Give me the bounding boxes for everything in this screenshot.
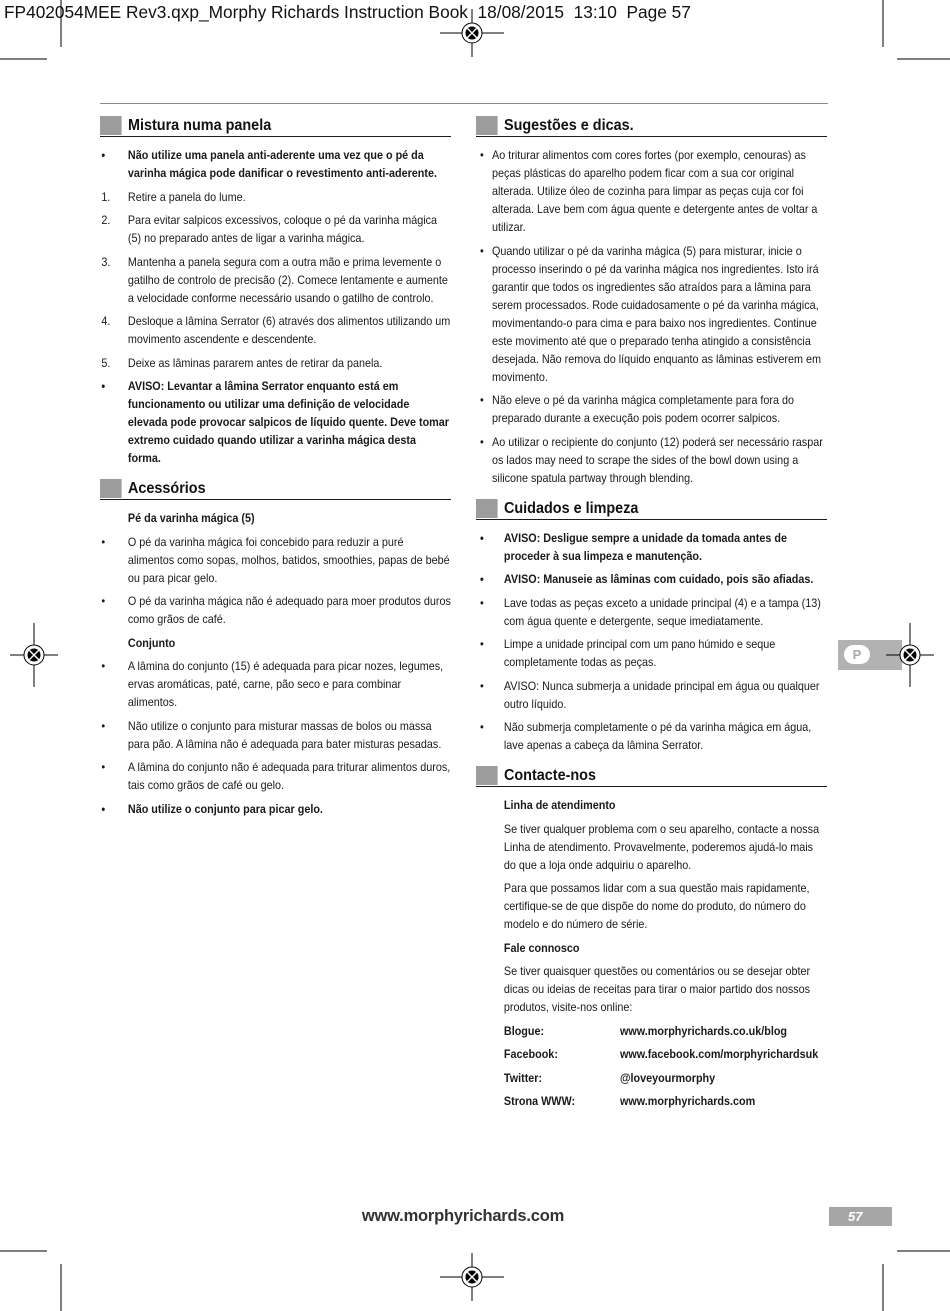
bullet-marker: • — [101, 379, 106, 393]
step-number: 5. — [101, 355, 111, 370]
bullet-marker: • — [479, 434, 484, 449]
list-item — [476, 718, 827, 754]
contact-link-value: www.facebook.com/morphyrichardsuk — [620, 1047, 819, 1061]
list-item — [100, 188, 451, 206]
list-item — [100, 657, 451, 711]
section-heading — [100, 479, 451, 500]
section-title: Mistura numa panela — [127, 117, 272, 134]
item-text: Para evitar salpicos excessivos, coloque o pé da varinha mágica (5) no preparado antes de ligar a varinha mágica. — [127, 213, 438, 245]
contact-link-value: @loveyourmorphy — [620, 1070, 716, 1085]
contact-link-label: Strona WWW: — [503, 1094, 576, 1108]
section-marker-square — [100, 479, 122, 498]
registration-mark-bottom — [440, 1253, 504, 1301]
section-title: Sugestões e dicas. — [503, 117, 634, 134]
list-item — [100, 354, 451, 372]
helpline-heading: Linha de atendimento — [503, 798, 616, 812]
contact-link-label: Blogue: — [503, 1023, 545, 1038]
language-side-tab — [838, 640, 902, 670]
item-text: Lave todas as peças exceto a unidade principal (4) e a tampa (13) com água quente e detergente, seque imediatamente. — [503, 595, 821, 628]
item-text: Ao utilizar o recipiente do conjunto (12) poderá ser necessário raspar os lados may need to scrape the sides of the bowl down using a silicone spatula partway through blending. — [492, 434, 823, 485]
bullet-marker: • — [479, 720, 484, 734]
section-title: Cuidados e limpeza — [503, 499, 639, 517]
right-column — [476, 116, 827, 1116]
list-item — [476, 570, 827, 588]
bullet-marker: • — [101, 659, 106, 673]
list-item — [100, 758, 451, 794]
item-text: Não utilize uma panela anti-aderente uma vez que o pé da varinha mágica pode danificar o revestimento anti-aderente. — [127, 148, 437, 180]
bullet-marker: • — [479, 572, 484, 586]
bullet-marker: • — [101, 534, 106, 549]
bullet-marker: • — [101, 801, 106, 816]
item-text: Mantenha a panela segura com a outra mão e prima levemente o gatilho de controlo de precisão (2). Comece lentamente e aumente a velocidade conforme necessário usando o gatilho de controlo. — [127, 254, 448, 305]
item-text: Limpe a unidade principal com um pano húmido e seque completamente todas as peças. — [503, 637, 776, 669]
contact-link-value: www.morphyrichards.co.uk/blog — [620, 1023, 788, 1038]
item-text: O pé da varinha mágica não é adequado para moer produtos duros como grãos de café. — [127, 594, 451, 626]
list-item — [100, 312, 451, 348]
item-text: A lâmina do conjunto não é adequada para triturar alimentos duros, tais como grãos de café ou gelo. — [127, 760, 451, 792]
item-text: Ao triturar alimentos com cores fortes (por exemplo, cenouras) as peças plásticas do aparelho podem ficar com a sua cor original alterada. Utilize óleo de cozinha para limpar as peças cuja cor foi alterada. Lave bem com água quente e detergente antes de voltar a utilizar. — [492, 148, 818, 234]
contact-link-row — [476, 1045, 827, 1063]
item-text: Retire a panela do lume. — [127, 189, 246, 204]
item-text: Não utilize o conjunto para picar gelo. — [127, 801, 323, 816]
section-heading — [476, 116, 827, 137]
contact-link-value: www.morphyrichards.com — [620, 1094, 756, 1108]
section-marker-square — [476, 766, 498, 785]
list-item — [476, 677, 827, 713]
list-item — [100, 253, 451, 307]
section-marker-square — [476, 499, 498, 518]
subheading: Pé da varinha mágica (5) — [127, 511, 255, 525]
list-item — [100, 533, 451, 587]
list-item — [476, 146, 827, 236]
contact-link-label: Twitter: — [503, 1070, 543, 1085]
list-item — [476, 635, 827, 671]
bullet-marker: • — [101, 594, 106, 608]
section-title: Acessórios — [127, 480, 206, 497]
bullet-marker: • — [101, 148, 106, 162]
section-heading — [476, 766, 827, 787]
bullet-marker: • — [479, 637, 484, 651]
bullet-marker: • — [479, 243, 484, 258]
section-acessorios — [100, 479, 451, 818]
section-sugestoes-e-dicas — [476, 116, 827, 487]
bullet-marker: • — [479, 530, 484, 545]
helpline-paragraph: Se tiver qualquer problema com o seu aparelho, contacte a nossa Linha de atendimento. Provavelmente, poderemos ajudá-lo mais do que a loja onde adquiriu o aparelho. — [503, 821, 820, 872]
item-text: AVISO: Levantar a lâmina Serrator enquanto está em funcionamento ou utilizar uma definição de velocidade elevada pode provocar salpicos de líquido quente. Deve tomar extremo cuidado quando utilizar a varinha mágica desta forma. — [127, 379, 449, 465]
left-column — [100, 116, 451, 823]
item-text: Quando utilizar o pé da varinha mágica (5) para misturar, inicie o processo inserindo o pé da varinha mágica nos ingredientes. Isto irá garantir que todos os ingredientes são atraídos para a lâmina para serem processados. Rode cuidadosamente o pé da varinha mágica, movimentando-o para cima e para baixo nos ingredientes. Continue este movimento até que o preparado tenha atingido a consistência desejada. Não remova do líquido enquanto as lâminas estiverem em movimento. — [492, 243, 822, 384]
print-slug-line: FP402054MEE Rev3.qxp_Morphy Richards Instruction Book 18/08/2015 13:10 Page 57 — [4, 2, 691, 22]
bullet-marker: • — [479, 148, 484, 162]
contact-link-row — [476, 1092, 827, 1110]
section-heading — [476, 499, 827, 520]
language-letter: P — [844, 645, 870, 664]
section-heading — [100, 116, 451, 137]
bullet-marker: • — [479, 595, 484, 610]
bullet-marker: • — [101, 760, 106, 774]
item-text: Não utilize o conjunto para misturar massas de bolos ou massa para pão. A lâmina não é adequada para bater misturas pesadas. — [127, 718, 442, 751]
section-marker-square — [100, 116, 122, 135]
bullet-marker: • — [479, 678, 484, 693]
list-item — [476, 529, 827, 565]
helpline-paragraph: Para que possamos lidar com a sua questão mais rapidamente, certifique-se de que dispõe do nome do produto, do número do modelo e do número de série. — [503, 881, 810, 931]
talk-to-us-paragraph: Se tiver quaisquer questões ou comentários ou se desejar obter dicas ou ideias de receitas para tirar o maior partido dos nossos produtos, visite-nos online: — [503, 964, 811, 1014]
item-text: Não eleve o pé da varinha mágica completamente para fora do preparado durante a execução pois podem ocorrer salpicos. — [492, 393, 795, 425]
bullet-marker: • — [101, 718, 106, 733]
list-item — [100, 146, 451, 182]
item-text: AVISO: Desligue sempre a unidade da tomada antes de proceder à sua limpeza e manutenção. — [503, 530, 787, 563]
step-number: 1. — [101, 189, 111, 204]
item-text: O pé da varinha mágica foi concebido para reduzir a puré alimentos como sopas, molhos, batidos, smoothies, papas de bebé ou para picar gelo. — [127, 534, 450, 585]
item-text: Desloque a lâmina Serrator (6) através dos alimentos utilizando um movimento ascendente e descendente. — [127, 314, 451, 346]
step-number: 3. — [101, 254, 111, 269]
bullet-marker: • — [479, 393, 484, 407]
subheading: Conjunto — [127, 635, 176, 650]
page-number: 57 — [829, 1207, 892, 1226]
footer-website-url: www.morphyrichards.com — [361, 1207, 565, 1225]
list-item — [476, 594, 827, 630]
list-item — [476, 391, 827, 427]
item-text: A lâmina do conjunto (15) é adequada para picar nozes, legumes, ervas aromáticas, paté, carne, pão seco e para combinar alimentos. — [127, 659, 444, 709]
talk-to-us-heading: Fale connosco — [503, 940, 580, 955]
section-mistura-numa-panela — [100, 116, 451, 467]
top-rule — [100, 103, 828, 104]
list-item — [100, 211, 451, 247]
item-text: AVISO: Nunca submerja a unidade principal em água ou qualquer outro líquido. — [503, 678, 820, 711]
list-item — [100, 592, 451, 628]
item-text: Deixe as lâminas pararem antes de retirar da panela. — [127, 355, 383, 370]
contact-link-row — [476, 1069, 827, 1087]
list-item — [100, 800, 451, 818]
contact-link-row — [476, 1022, 827, 1040]
list-item — [100, 717, 451, 753]
registration-mark-left — [10, 623, 58, 687]
step-number: 2. — [101, 213, 111, 227]
item-text: Não submerja completamente o pé da varinha mágica em água, lave apenas a cabeça da lâmina Serrator. — [503, 720, 812, 752]
list-item — [100, 377, 451, 467]
list-item — [476, 433, 827, 487]
section-title: Contacte-nos — [503, 767, 596, 784]
section-marker-square — [476, 116, 498, 135]
list-item — [476, 242, 827, 386]
step-number: 4. — [101, 314, 111, 328]
item-text: AVISO: Manuseie as lâminas com cuidado, pois são afiadas. — [503, 572, 814, 586]
section-cuidados-e-limpeza — [476, 499, 827, 755]
contact-link-label: Facebook: — [503, 1047, 558, 1061]
section-contacte-nos — [476, 766, 827, 1110]
